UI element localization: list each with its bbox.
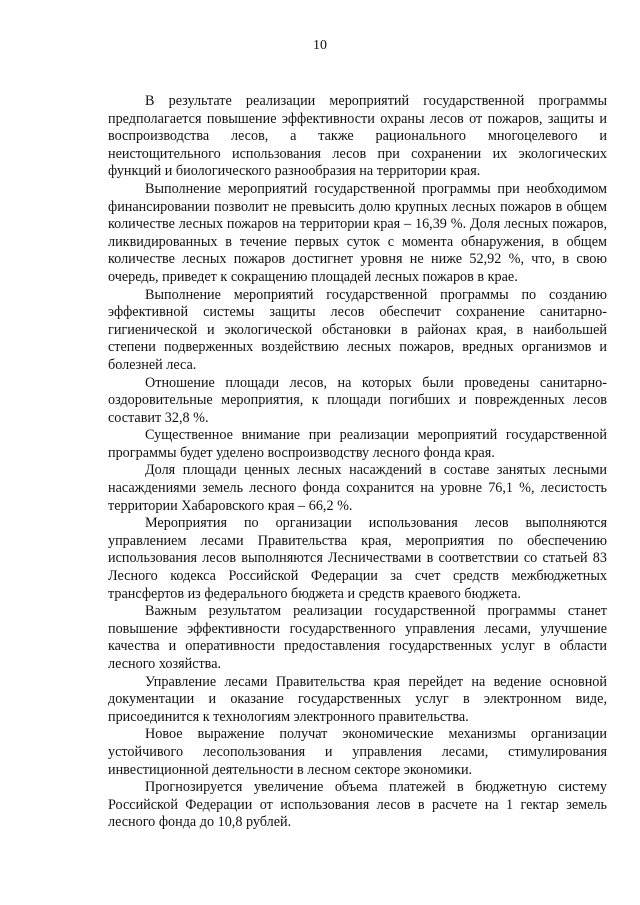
document-body bbox=[108, 93, 607, 832]
paragraph-valuable-stands: Доля площади ценных лесных насаждений в составе занятых лесными насаждениями земель лесного фонда сохранится на уровне 76,1 %, лесистость территории Хабаровского края – 66,2 %. bbox=[108, 462, 607, 514]
paragraph-reproduction: Существенное внимание при реализации мероприятий государственной программы будет уделено воспроизводству лесного фонда края. bbox=[108, 427, 607, 461]
paragraph-forest-use-organization: Мероприятия по организации использования лесов выполняются управлением лесами Правительства края, мероприятия по обеспечению использования лесов выполняются Лесничествами в соответствии со статьей 83 Лесного кодекса Российской Федерации за счет средств межбюджетных трансфертов из федерального бюджета и средств краевого бюджета. bbox=[108, 515, 607, 602]
paragraph-fire-share: Выполнение мероприятий государственной программы при необходимом финансировании позволит не превысить долю крупных лесных пожаров в общем количестве лесных пожаров на территории края – 16,39 %. Доля лесных пожаров, ликвидированных в течение первых суток с момента обнаружения, в общем количестве лесных пожаров достигнет уровня не ниже 52,92 %, что, в свою очередь, приведет к сокращению площадей лесных пожаров в крае. bbox=[108, 180, 607, 285]
paragraph-budget-payments: Прогнозируется увеличение объема платежей в бюджетную систему Российской Федерации от использования лесов в расчете на 1 гектар земель лесного фонда до 10,8 рублей. bbox=[108, 779, 607, 831]
paragraph-electronic-government: Управление лесами Правительства края перейдет на ведение основной документации и оказание государственных услуг в электронном виде, присоединится к технологиям электронного правительства. bbox=[108, 673, 607, 725]
paragraph-sanitary-ratio: Отношение площади лесов, на которых были проведены санитарно-оздоровительные мероприятия, к площади погибших и поврежденных лесов составит 32,8 %. bbox=[108, 374, 607, 426]
paragraph-expected-results: В результате реализации мероприятий государственной программы предполагается повышение эффективности охраны лесов от пожаров, защиты и воспроизводства лесов, а также рационального многоцелевого и неистощительного использования лесов при сохранении их экологических функций и биологического разнообразия на территории края. bbox=[108, 93, 607, 180]
paragraph-economic-mechanisms: Новое выражение получат экономические механизмы организации устойчивого лесопользования и управления лесами, стимулирования инвестиционной деятельности в лесном секторе экономики. bbox=[108, 726, 607, 778]
paragraph-forest-protection: Выполнение мероприятий государственной программы по созданию эффективной системы защиты лесов обеспечит сохранение санитарно-гигиенической и экологической обстановки в районах края, в наибольшей степени подверженных воздействию лесных пожаров, вредных организмов и болезней леса. bbox=[108, 286, 607, 373]
paragraph-management-efficiency: Важным результатом реализации государственной программы станет повышение эффективности государственного управления лесами, улучшение качества и оперативности предоставления государственных услуг в области лесного хозяйства. bbox=[108, 603, 607, 672]
page-number: 10 bbox=[313, 38, 327, 53]
